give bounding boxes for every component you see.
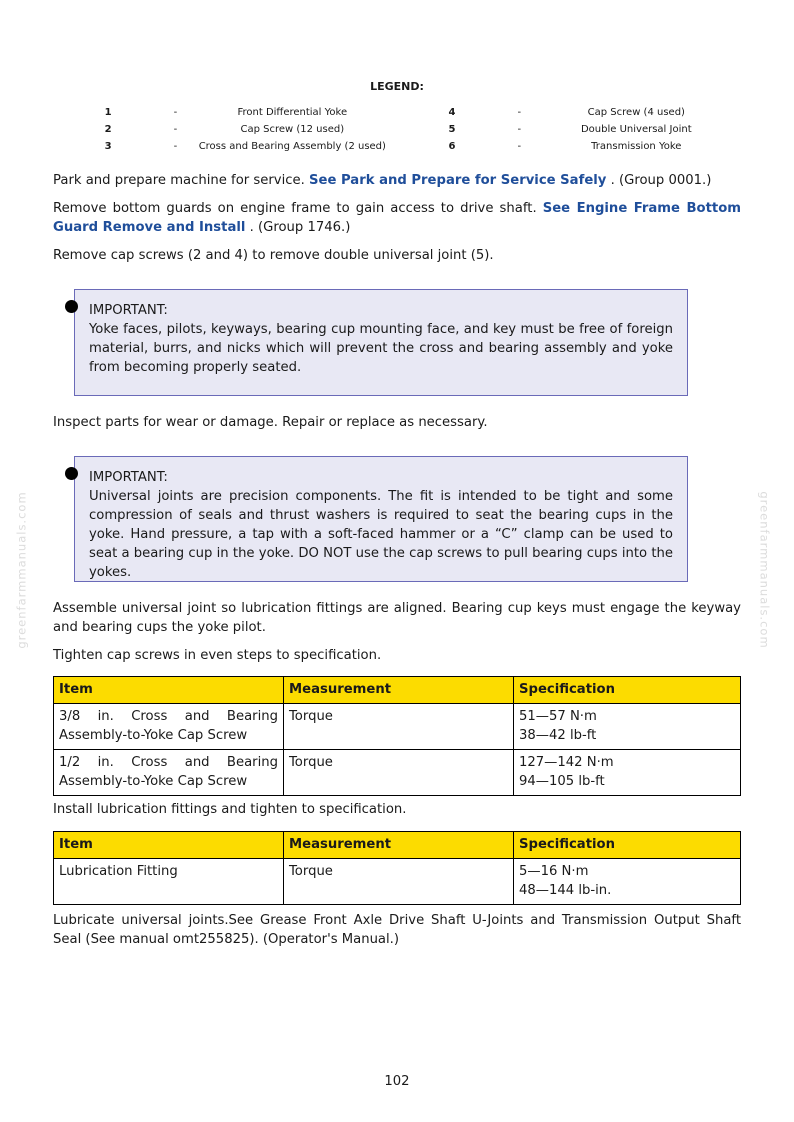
- step-lubricate: Lubricate universal joints.See Grease Front Axle Drive Shaft U-Joints and Transmission Output Shaft Seal (See manual omt255825). (Operator's Manual.): [53, 913, 741, 947]
- legend-dash: -: [173, 124, 178, 135]
- legend-part-name: Cap Screw (4 used): [587, 107, 685, 118]
- cell-item: 1/2 in. Cross and Bearing Assembly-to-Yoke Cap Screw: [54, 750, 284, 796]
- legend-part-name: Cap Screw (12 used): [240, 124, 345, 135]
- legend-part-name: Double Universal Joint: [580, 124, 692, 135]
- legend-number: 3: [104, 141, 112, 152]
- header-measurement: Measurement: [284, 677, 514, 704]
- legend-row: [53, 138, 741, 155]
- table-header-row: [54, 832, 741, 859]
- page-number: 102: [384, 1074, 410, 1089]
- legend-title: LEGEND:: [370, 80, 424, 93]
- torque-spec-table-1: [53, 676, 741, 796]
- legend-table: [53, 104, 741, 155]
- table-row: [54, 750, 741, 796]
- legend-row: [53, 104, 741, 121]
- bullet-icon: [65, 300, 78, 313]
- legend-number: 4: [448, 107, 456, 118]
- link-park-prepare-safely[interactable]: See Park and Prepare for Service Safely: [309, 173, 607, 188]
- important-text: Yoke faces, pilots, keyways, bearing cup mounting face, and key must be free of foreign material, burrs, and nicks which will prevent the cross and bearing assembly and yoke from becoming properly seated.: [89, 322, 673, 375]
- legend-part-name: Cross and Bearing Assembly (2 used): [198, 141, 386, 152]
- legend-number: 6: [448, 141, 456, 152]
- header-specification: Specification: [514, 677, 741, 704]
- important-label: IMPORTANT:: [89, 303, 168, 318]
- cell-item: Lubrication Fitting: [54, 859, 284, 905]
- legend-part-name: Transmission Yoke: [591, 141, 682, 152]
- important-box-1: [74, 289, 688, 396]
- cell-specification: [514, 704, 741, 750]
- step-tighten: Tighten cap screws in even steps to specification.: [53, 648, 382, 663]
- table-header-row: [54, 677, 741, 704]
- legend-number: 2: [104, 124, 112, 135]
- spec-imperial: 38—42 lb-ft: [519, 728, 597, 743]
- legend-dash: -: [173, 141, 178, 152]
- spec-imperial: 48—144 lb-in.: [519, 883, 612, 898]
- legend-dash: -: [173, 107, 178, 118]
- step-inspect: Inspect parts for wear or damage. Repair or replace as necessary.: [53, 415, 488, 430]
- legend-number: 1: [104, 107, 112, 118]
- legend-dash: -: [517, 107, 522, 118]
- header-measurement: Measurement: [284, 832, 514, 859]
- legend-row: [53, 121, 741, 138]
- spec-metric: 51—57 N·m: [519, 709, 597, 724]
- link-engine-frame-bottom-guard[interactable]: See Engine Frame Bottom Guard Remove and Install: [53, 201, 741, 235]
- legend-dash: -: [517, 124, 522, 135]
- legend-number: 5: [448, 124, 456, 135]
- step-assemble: Assemble universal joint so lubrication fittings are aligned. Bearing cup keys must engage the keyway and bearing cups the yoke pilot.: [53, 601, 741, 635]
- cell-measurement: Torque: [284, 704, 514, 750]
- bullet-icon: [65, 467, 78, 480]
- important-box-2: [74, 456, 688, 582]
- important-text: Universal joints are precision components. The fit is intended to be tight and some compression of seals and thrust washers is required to seat the bearing cups in the yoke. Hand pressure, a tap with a soft-faced hammer or a “C” clamp can be used to seat a bearing cup in the yoke. DO NOT use the cap screws to pull bearing cups into the yokes.: [89, 489, 673, 580]
- step-park: Park and prepare machine for service. See Park and Prepare for Service Safely . (Group 0001.): [53, 173, 712, 188]
- legend-dash: -: [517, 141, 522, 152]
- step-guards: Remove bottom guards on engine frame to gain access to drive shaft. See Engine Frame Bottom Guard Remove and Install . (Group 1746.): [53, 201, 741, 235]
- cell-specification: [514, 859, 741, 905]
- header-item: Item: [54, 832, 284, 859]
- legend-part-name: Front Differential Yoke: [237, 107, 348, 118]
- spec-metric: 5—16 N·m: [519, 864, 589, 879]
- header-item: Item: [54, 677, 284, 704]
- table-row: [54, 859, 741, 905]
- watermark-right: greenfarmmanuals.com: [757, 491, 772, 649]
- step-install: Install lubrication fittings and tighten to specification.: [53, 802, 407, 817]
- watermark-left: greenfarmmanuals.com: [14, 491, 29, 649]
- spec-imperial: 94—105 lb-ft: [519, 774, 605, 789]
- cell-specification: [514, 750, 741, 796]
- cell-measurement: Torque: [284, 750, 514, 796]
- header-specification: Specification: [514, 832, 741, 859]
- torque-spec-table-2: [53, 831, 741, 905]
- important-label: IMPORTANT:: [89, 470, 168, 485]
- table-row: [54, 704, 741, 750]
- cell-measurement: Torque: [284, 859, 514, 905]
- cell-item: 3/8 in. Cross and Bearing Assembly-to-Yoke Cap Screw: [54, 704, 284, 750]
- spec-metric: 127—142 N·m: [519, 755, 614, 770]
- step-cap-screws: Remove cap screws (2 and 4) to remove double universal joint (5).: [53, 248, 494, 263]
